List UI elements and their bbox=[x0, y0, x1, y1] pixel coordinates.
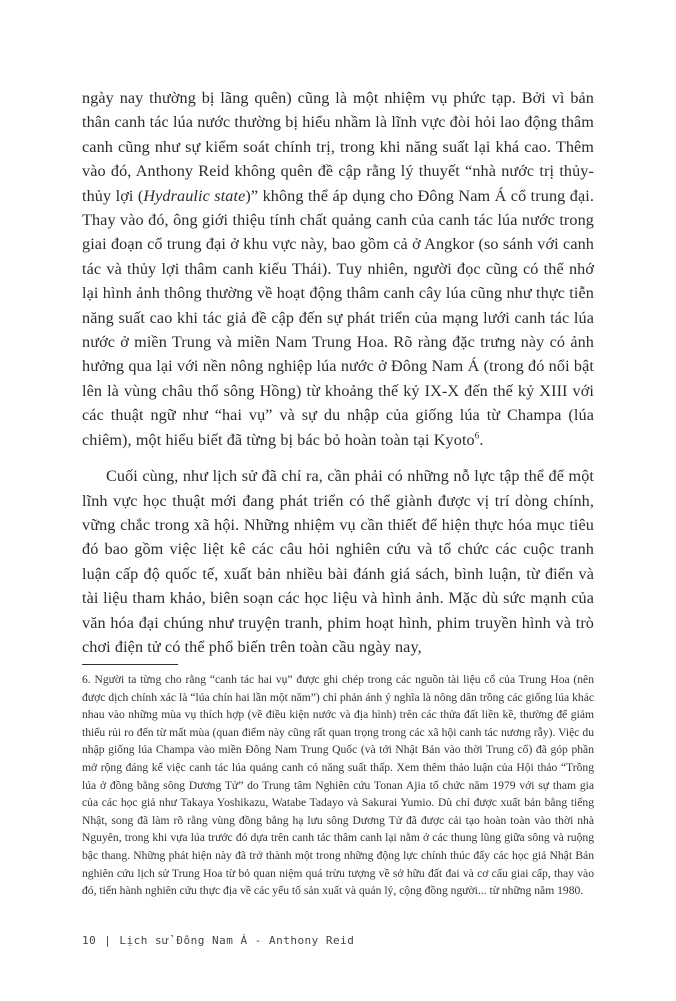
footer-separator: | bbox=[104, 934, 112, 947]
footnote-reference[interactable]: 6 bbox=[474, 430, 480, 441]
page-footer bbox=[82, 934, 354, 947]
paragraph-1-part-b: )” không thể áp dụng cho Đông Nam Á cổ trung đại. Thay vào đó, ông giới thiệu tính chất quảng canh của canh tác lúa nước trong giai đoạn cổ trung đại ở khu vực này, bao gồm cả ở Angkor (so sánh với canh tác và thủy lợi thâm canh kiểu Thái). Tuy nhiên, người đọc cũng có thể nhớ lại hình ảnh thông thường về hoạt động thâm canh cây lúa cũng như thực tiễn năng suất cao khi tác giả đề cập đến sự phát triển của mạng lưới canh tác lúa nước ở miền Trung và miền Nam Trung Hoa. Rõ ràng đặc trưng này có ảnh hưởng qua lại với nền nông nghiệp lúa nước ở Đông Nam Á (trong đó nổi bật lên là vùng châu thổ sông Hồng) từ khoảng thế kỷ IX-X đến thế kỷ XIII với các thuật ngữ như “hai vụ” và sự du nhập của giống lúa từ Champa (lúa chiêm), một hiểu biết đã từng bị bác bỏ hoàn toàn tại Kyoto bbox=[82, 186, 594, 449]
italic-term: Hydraulic state bbox=[143, 186, 246, 205]
page-number: 10 bbox=[82, 934, 97, 947]
paragraph-1-part-a: ngày nay thường bị lãng quên) cũng là một nhiệm vụ phức tạp. Bởi vì bản thân canh tác lúa nước thường bị hiểu nhầm là lĩnh vực đòi hỏi lao động thâm canh cũng như sự kiểm soát chính trị, trong khi năng suất lại khá cao. Thêm vào đó, Anthony Reid không quên đề cập rằng lý thuyết “nhà nước trị thủy-thủy lợi ( bbox=[82, 89, 594, 205]
footnote-divider bbox=[82, 664, 178, 665]
paragraph-1 bbox=[82, 86, 594, 452]
paragraph-2: Cuối cùng, như lịch sử đã chỉ ra, cần phải có những nỗ lực tập thể để một lĩnh vực học thuật mới đang phát triển có thể giành được vị trí dòng chính, vững chắc trong xã hội. Những nhiệm vụ cần thiết để hiện thực hóa mục tiêu đó bao gồm việc liệt kê các câu hỏi nghiên cứu và tổ chức các cuộc tranh luận cấp độ quốc tế, xuất bản nhiều bài đánh giá sách, bình luận, từ điển và tài liệu tham khảo, biên soạn các học liệu và hình ảnh. Mặc dù sức mạnh của văn hóa đại chúng như truyện tranh, phim hoạt hình, phim truyền hình và trò chơi điện tử có thể phổ biến trên toàn cầu ngày nay, bbox=[82, 467, 594, 656]
paragraph-1-end: . bbox=[479, 430, 484, 449]
footnote-6: 6. Người ta từng cho rằng “canh tác hai vụ” được ghi chép trong các nguồn tài liệu cổ của Trung Hoa (nên được dịch chính xác là “lúa chín hai lần một năm”) chỉ phản ánh ý nghĩa là nông dân trồng các giống lúa khác nhau vào những mùa vụ thích hợp (về điều kiện nước và địa hình) trên các thửa đất liền kề, thường để giảm thiểu rủi ro đến từ mất mùa (quan điểm này cũng rất quan trọng trong các xã hội canh tác nương rẫy). Việc du nhập giống lúa Champa vào miền Đông Nam Trung Quốc (và tới Nhật Bản vào thời Trung cổ) đã góp phần mở rộng đáng kể việc canh tác lúa quảng canh có năng suất thấp. Xem thêm thảo luận của Hội thảo “Trồng lúa ở đồng bằng sông Dương Tử” do Trung tâm Nghiên cứu Tonan Ajia tổ chức năm 1979 với sự tham gia của các học giả như Takaya Yoshikazu, Watabe Tadayo và Sakurai Yumio. Dù chỉ được xuất bản bằng tiếng Nhật, song đã làm rõ rằng vùng đồng bằng hạ lưu sông Dương Tử đã được cải tạo hoàn toàn vào thời nhà Nguyên, trong khi vựa lúa trước đó dựa trên canh tác thâm canh lại nằm ở các thung lũng giữa sông và ruộng bậc thang. Những phát hiện này đã trở thành một trong những động lực chính thúc đẩy các học giả Nhật Bản nghiên cứu lịch sử Trung Hoa từ bỏ quan niệm quá trừu tượng về sở hữu đất đai và cơ cấu giai cấp, thay vào đó, tiến hành nghiên cứu thực địa về các yếu tố sản xuất và quản lý, cộng đồng người... từ những năm 1980. bbox=[82, 673, 594, 898]
body-text bbox=[82, 86, 594, 659]
running-title: Lịch sử Đông Nam Á - Anthony Reid bbox=[119, 934, 355, 947]
